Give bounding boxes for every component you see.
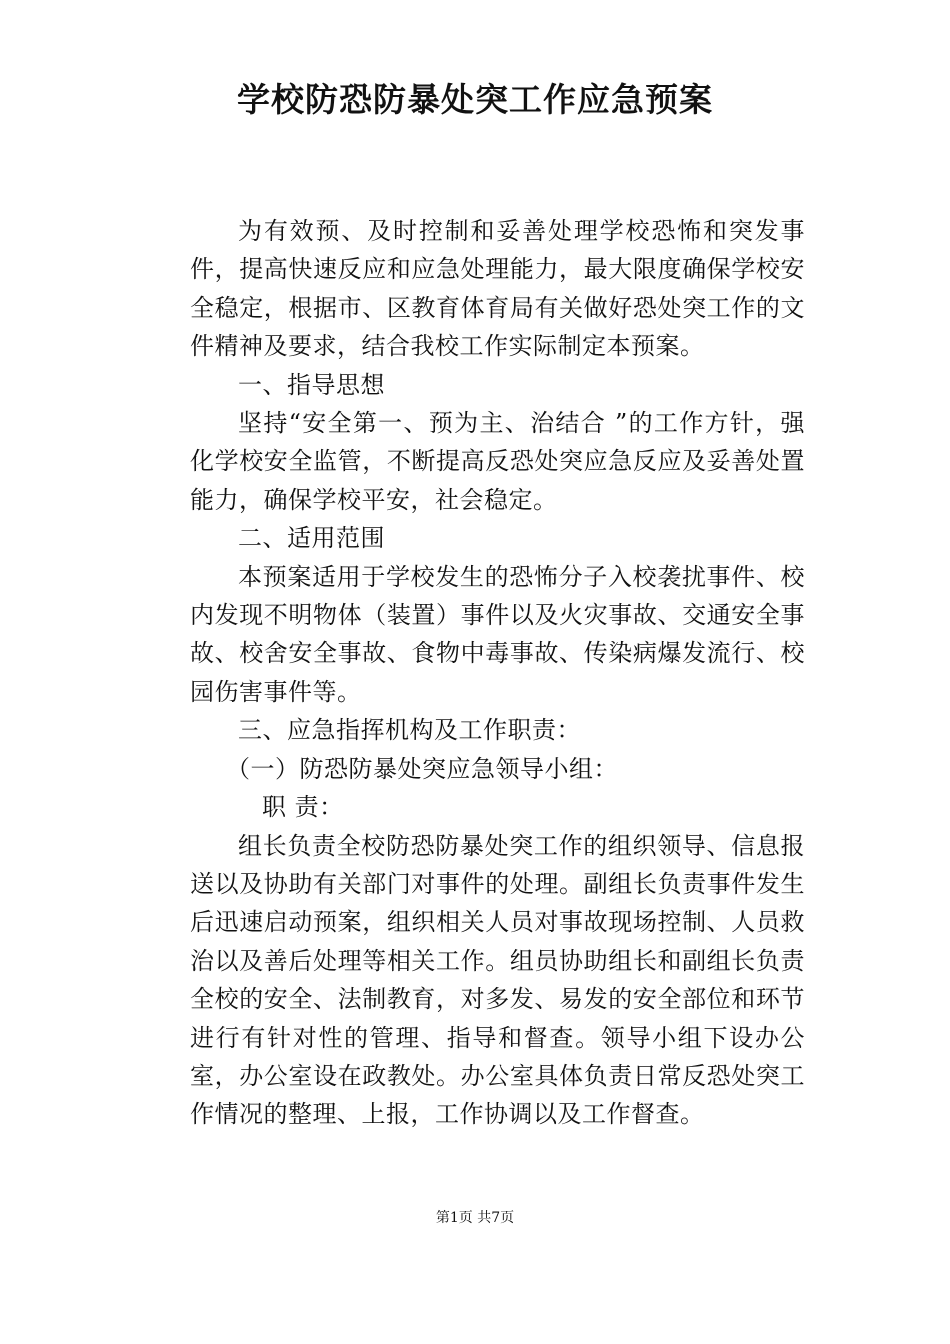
subsection-heading-leading-group: （一）防恐防暴处突应急领导小组： [226, 754, 618, 783]
guiding-principle-paragraph: 坚持“安全第一、预为主、治结合 ”的工作方针，强化学校安全监管，不断提高反恐处突应急反应及妥善处置能力，确保学校平安，社会稳定。 [190, 409, 805, 514]
document-title: 学校防恐防暴处突工作应急预案 [237, 80, 713, 119]
section-heading-guiding-principle: 一、指导思想 [238, 370, 385, 399]
document-body [190, 212, 805, 1134]
page-number-footer: 第1页 共7页 [435, 1210, 515, 1226]
duties-label: 职 责： [262, 793, 344, 822]
duties-paragraph: 组长负责全校防恐防暴处突工作的组织领导、信息报送以及协助有关部门对事件的处理。副组长负责事件发生后迅速启动预案，组织相关人员对事故现场控制、人员救治以及善后处理等相关工作。组员协助组长和副组长负责全校的安全、法制教育，对多发、易发的安全部位和环节进行有针对性的管理、指导和督查。领导小组下设办公室，办公室设在政教处。办公室具体负责日常反恐处突工作情况的整理、上报，工作协调以及工作督查。 [190, 831, 805, 1129]
intro-paragraph: 为有效预、及时控制和妥善处理学校恐怖和突发事件，提高快速反应和应急处理能力，最大限度确保学校安全稳定，根据市、区教育体育局有关做好恐处突工作的文件精神及要求，结合我校工作实际制定本预案。 [190, 217, 805, 361]
scope-paragraph: 本预案适用于学校发生的恐怖分子入校袭扰事件、校内发现不明物体（装置）事件以及火灾事故、交通安全事故、校舍安全事故、食物中毒事故、传染病爆发流行、校园伤害事件等。 [190, 562, 805, 706]
section-heading-command-structure: 三、应急指挥机构及工作职责： [238, 716, 581, 745]
section-heading-scope: 二、适用范围 [238, 524, 385, 553]
